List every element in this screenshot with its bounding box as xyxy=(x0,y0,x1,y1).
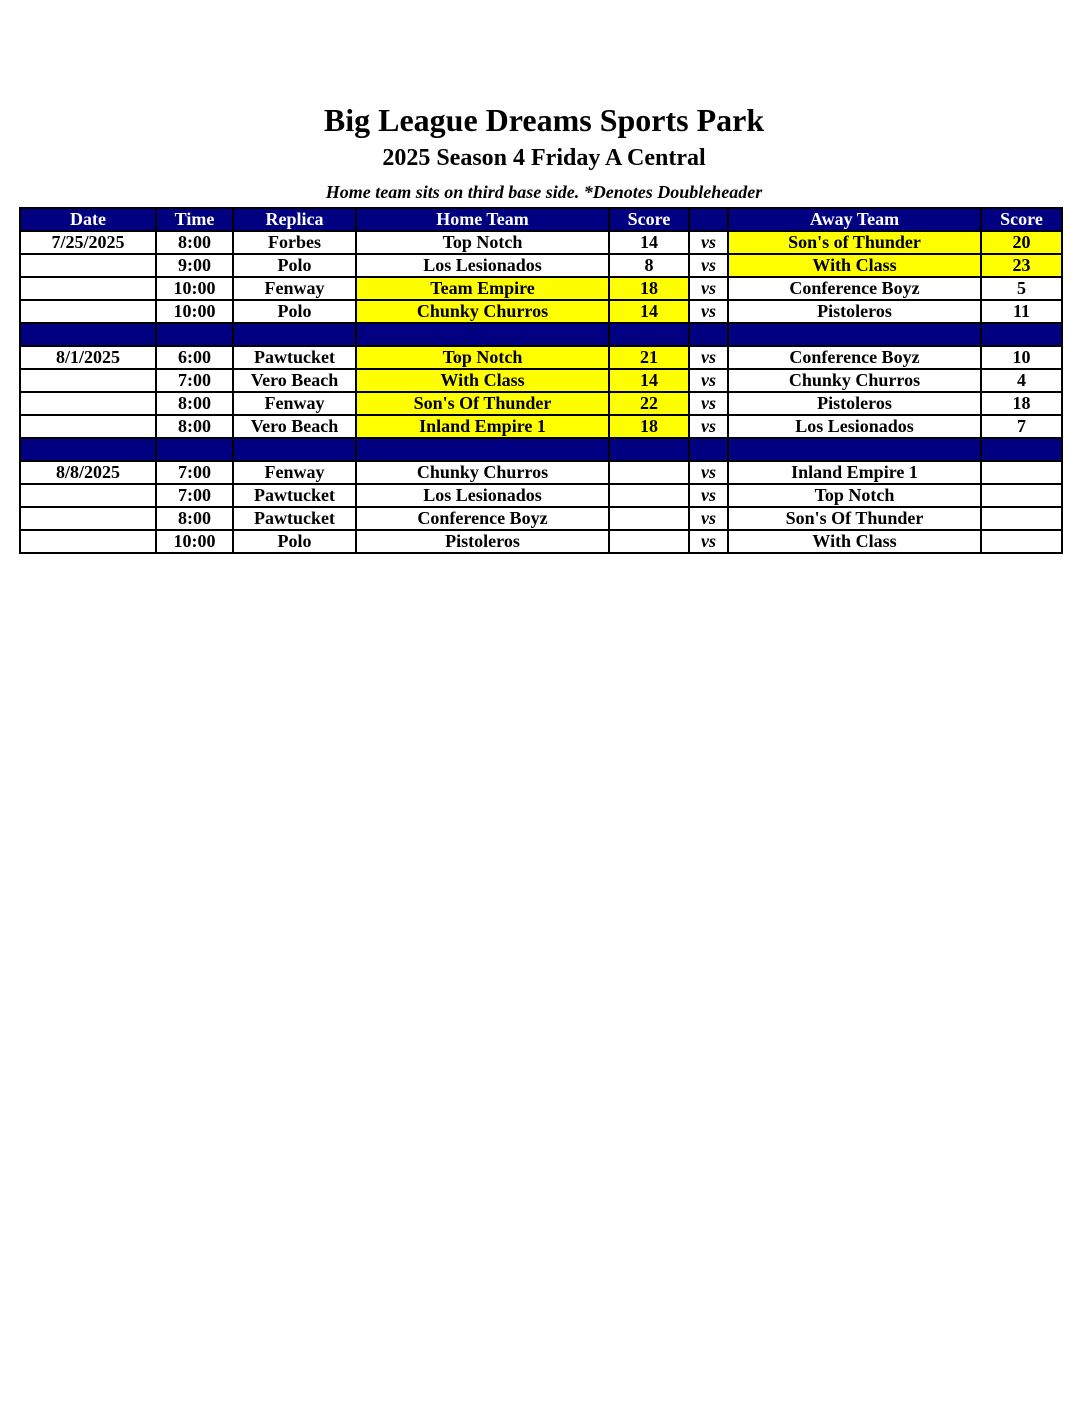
date-cell xyxy=(20,254,156,277)
time-cell: 8:00 xyxy=(156,392,233,415)
vs-cell: vs xyxy=(689,461,728,484)
away-team-cell: Inland Empire 1 xyxy=(728,461,981,484)
table-header-row xyxy=(20,208,1062,231)
header-away-team: Away Team xyxy=(728,208,981,231)
replica-cell: Vero Beach xyxy=(233,369,356,392)
home-score-cell xyxy=(609,530,689,553)
table-row xyxy=(20,461,1062,484)
page-title: Big League Dreams Sports Park xyxy=(323,102,765,138)
away-score-cell-winner: 23 xyxy=(981,254,1062,277)
home-team-cell-winner: Son's Of Thunder xyxy=(356,392,609,415)
home-score-cell: 14 xyxy=(609,231,689,254)
separator-cell xyxy=(356,323,609,346)
home-score-cell-winner: 18 xyxy=(609,277,689,300)
home-score-cell: 8 xyxy=(609,254,689,277)
vs-cell: vs xyxy=(689,507,728,530)
date-cell xyxy=(20,415,156,438)
home-team-cell: Los Lesionados xyxy=(356,484,609,507)
separator-cell xyxy=(689,323,728,346)
home-team-cell-winner: With Class xyxy=(356,369,609,392)
away-team-cell-winner: Son's of Thunder xyxy=(728,231,981,254)
table-row xyxy=(20,369,1062,392)
away-score-cell xyxy=(981,484,1062,507)
separator-cell xyxy=(689,438,728,461)
home-team-cell-winner: Team Empire xyxy=(356,277,609,300)
replica-cell: Pawtucket xyxy=(233,484,356,507)
vs-cell: vs xyxy=(689,484,728,507)
table-row xyxy=(20,300,1062,323)
header-home-score: Score xyxy=(609,208,689,231)
away-team-cell: Top Notch xyxy=(728,484,981,507)
header-home-team: Home Team xyxy=(356,208,609,231)
home-score-cell-winner: 14 xyxy=(609,300,689,323)
date-cell xyxy=(20,300,156,323)
home-score-cell-winner: 18 xyxy=(609,415,689,438)
separator-cell xyxy=(981,323,1062,346)
date-cell xyxy=(20,484,156,507)
away-team-cell: With Class xyxy=(728,530,981,553)
header-away-score: Score xyxy=(981,208,1062,231)
time-cell: 6:00 xyxy=(156,346,233,369)
away-team-cell: Conference Boyz xyxy=(728,346,981,369)
away-score-cell: 4 xyxy=(981,369,1062,392)
separator-cell xyxy=(609,323,689,346)
home-score-cell-winner: 14 xyxy=(609,369,689,392)
separator-cell xyxy=(609,438,689,461)
home-team-cell-winner: Chunky Churros xyxy=(356,300,609,323)
home-score-cell xyxy=(609,484,689,507)
separator-cell xyxy=(233,323,356,346)
doubleheader-note: Home team sits on third base side. *Denotes Doubleheader xyxy=(325,182,763,202)
separator-cell xyxy=(728,438,981,461)
separator-cell xyxy=(20,438,156,461)
table-row xyxy=(20,277,1062,300)
header-time: Time xyxy=(156,208,233,231)
time-cell: 7:00 xyxy=(156,461,233,484)
header-replica: Replica xyxy=(233,208,356,231)
away-team-cell: Los Lesionados xyxy=(728,415,981,438)
replica-cell: Vero Beach xyxy=(233,415,356,438)
week-separator-row xyxy=(20,438,1062,461)
schedule-table xyxy=(19,207,1063,554)
away-team-cell: Chunky Churros xyxy=(728,369,981,392)
date-cell xyxy=(20,369,156,392)
replica-cell: Forbes xyxy=(233,231,356,254)
time-cell: 7:00 xyxy=(156,484,233,507)
home-team-cell-winner: Top Notch xyxy=(356,346,609,369)
separator-cell xyxy=(981,438,1062,461)
away-team-cell: Pistoleros xyxy=(728,392,981,415)
vs-cell: vs xyxy=(689,254,728,277)
time-cell: 10:00 xyxy=(156,300,233,323)
time-cell: 10:00 xyxy=(156,277,233,300)
replica-cell: Polo xyxy=(233,254,356,277)
date-cell: 8/8/2025 xyxy=(20,461,156,484)
vs-cell: vs xyxy=(689,530,728,553)
replica-cell: Pawtucket xyxy=(233,346,356,369)
replica-cell: Fenway xyxy=(233,277,356,300)
away-score-cell: 18 xyxy=(981,392,1062,415)
separator-cell xyxy=(156,323,233,346)
home-team-cell: Chunky Churros xyxy=(356,461,609,484)
time-cell: 8:00 xyxy=(156,415,233,438)
home-team-cell-winner: Inland Empire 1 xyxy=(356,415,609,438)
home-team-cell: Los Lesionados xyxy=(356,254,609,277)
date-cell xyxy=(20,530,156,553)
away-score-cell: 11 xyxy=(981,300,1062,323)
header-date: Date xyxy=(20,208,156,231)
away-team-cell: Son's Of Thunder xyxy=(728,507,981,530)
home-score-cell xyxy=(609,507,689,530)
replica-cell: Polo xyxy=(233,530,356,553)
time-cell: 10:00 xyxy=(156,530,233,553)
home-score-cell-winner: 21 xyxy=(609,346,689,369)
time-cell: 7:00 xyxy=(156,369,233,392)
table-row xyxy=(20,415,1062,438)
vs-cell: vs xyxy=(689,231,728,254)
separator-cell xyxy=(728,323,981,346)
away-score-cell: 7 xyxy=(981,415,1062,438)
away-team-cell-winner: With Class xyxy=(728,254,981,277)
vs-cell: vs xyxy=(689,369,728,392)
home-score-cell-winner: 22 xyxy=(609,392,689,415)
away-score-cell xyxy=(981,461,1062,484)
table-row xyxy=(20,507,1062,530)
vs-cell: vs xyxy=(689,300,728,323)
date-cell xyxy=(20,507,156,530)
replica-cell: Fenway xyxy=(233,461,356,484)
replica-cell: Polo xyxy=(233,300,356,323)
away-score-cell xyxy=(981,507,1062,530)
week-separator-row xyxy=(20,323,1062,346)
table-row xyxy=(20,530,1062,553)
away-score-cell xyxy=(981,530,1062,553)
away-team-cell: Pistoleros xyxy=(728,300,981,323)
vs-cell: vs xyxy=(689,392,728,415)
table-row xyxy=(20,392,1062,415)
away-score-cell-winner: 20 xyxy=(981,231,1062,254)
home-team-cell: Top Notch xyxy=(356,231,609,254)
table-row xyxy=(20,254,1062,277)
time-cell: 9:00 xyxy=(156,254,233,277)
away-score-cell: 10 xyxy=(981,346,1062,369)
vs-cell: vs xyxy=(689,277,728,300)
away-team-cell: Conference Boyz xyxy=(728,277,981,300)
date-cell xyxy=(20,277,156,300)
time-cell: 8:00 xyxy=(156,507,233,530)
away-score-cell: 5 xyxy=(981,277,1062,300)
date-cell xyxy=(20,392,156,415)
vs-cell: vs xyxy=(689,346,728,369)
date-cell: 7/25/2025 xyxy=(20,231,156,254)
home-team-cell: Conference Boyz xyxy=(356,507,609,530)
separator-cell xyxy=(356,438,609,461)
separator-cell xyxy=(233,438,356,461)
home-team-cell: Pistoleros xyxy=(356,530,609,553)
home-score-cell xyxy=(609,461,689,484)
separator-cell xyxy=(20,323,156,346)
replica-cell: Pawtucket xyxy=(233,507,356,530)
header-vs xyxy=(689,208,728,231)
replica-cell: Fenway xyxy=(233,392,356,415)
time-cell: 8:00 xyxy=(156,231,233,254)
separator-cell xyxy=(156,438,233,461)
page-subtitle: 2025 Season 4 Friday A Central xyxy=(382,145,706,171)
table-row xyxy=(20,484,1062,507)
table-row xyxy=(20,346,1062,369)
date-cell: 8/1/2025 xyxy=(20,346,156,369)
table-row xyxy=(20,231,1062,254)
vs-cell: vs xyxy=(689,415,728,438)
